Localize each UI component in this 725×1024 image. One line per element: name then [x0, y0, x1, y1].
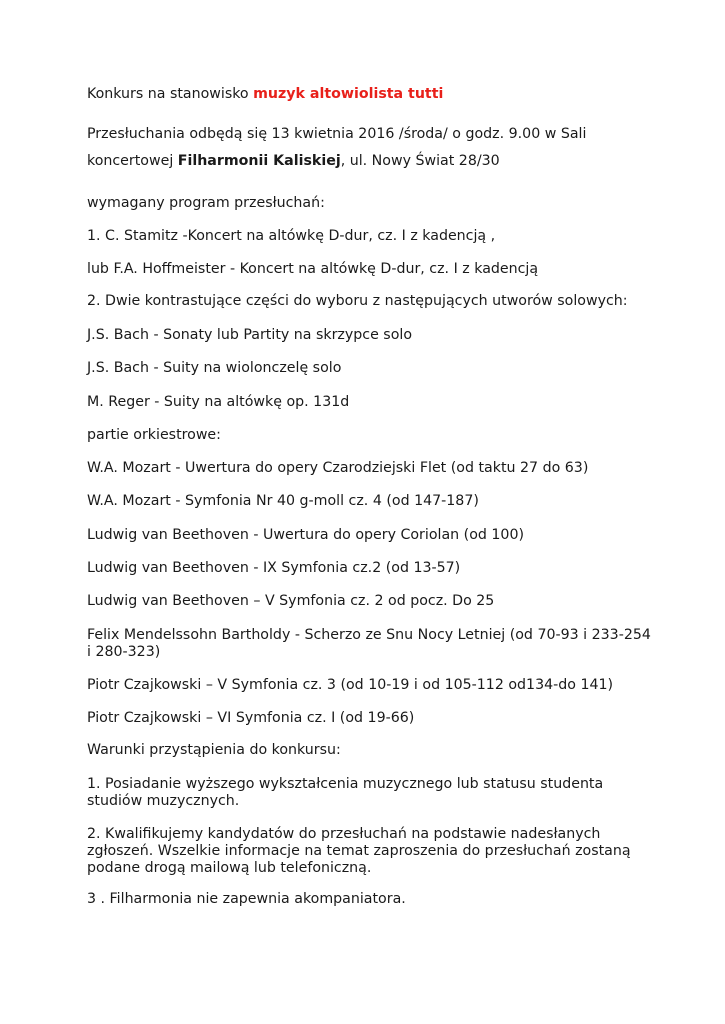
- orchestra-item: Ludwig van Beethoven - Uwertura do opery Coriolan (od 100): [87, 527, 524, 543]
- program-item: lub F.A. Hoffmeister - Koncert na altówkę D-dur, cz. I z kadencją: [87, 261, 539, 277]
- intro-line-1: Przesłuchania odbędą się 13 kwietnia 2016 /środa/ o godz. 9.00 w Sali: [87, 126, 587, 142]
- intro-venue-prefix: koncertowej: [87, 153, 178, 169]
- orchestra-item: Piotr Czajkowski – VI Symfonia cz. I (od 19-66): [87, 710, 415, 726]
- title-prefix: Konkurs na stanowisko: [87, 86, 254, 102]
- intro-venue-name: Filharmonii Kaliskiej: [177, 153, 341, 169]
- program-item: 1. C. Stamitz -Koncert na altówkę D-dur, cz. I z kadencją ,: [87, 228, 496, 244]
- intro-line-2: [87, 153, 655, 170]
- orchestra-item: W.A. Mozart - Symfonia Nr 40 g-moll cz. 4 (od 147-187): [87, 493, 479, 509]
- document-title: [87, 86, 655, 103]
- title-position-highlight: muzyk altowiolista tutti: [253, 86, 444, 102]
- condition-item: 2. Kwalifikujemy kandydatów do przesłuchań na podstawie nadesłanych zgłoszeń. Wszelkie informacje na temat zaproszenia do przesłuchań zostaną podane drogą mailową lub telefoniczną.: [87, 826, 631, 876]
- program-item: J.S. Bach - Suity na wiolonczelę solo: [87, 360, 342, 376]
- intro-venue-address: , ul. Nowy Świat 28/30: [340, 153, 500, 169]
- program-heading: wymagany program przesłuchań:: [87, 195, 325, 211]
- program-item: 2. Dwie kontrastujące części do wyboru z następujących utworów solowych:: [87, 293, 628, 309]
- orchestra-heading: partie orkiestrowe:: [87, 427, 221, 443]
- conditions-heading: Warunki przystąpienia do konkursu:: [87, 742, 341, 758]
- program-item: M. Reger - Suity na altówkę op. 131d: [87, 394, 350, 410]
- condition-item: 1. Posiadanie wyższego wykształcenia muzycznego lub statusu studenta studiów muzycznych.: [87, 776, 604, 809]
- program-item: J.S. Bach - Sonaty lub Partity na skrzypce solo: [87, 327, 413, 343]
- orchestra-item: Ludwig van Beethoven – V Symfonia cz. 2 od pocz. Do 25: [87, 593, 495, 609]
- condition-item: 3 . Filharmonia nie zapewnia akompaniatora.: [87, 891, 406, 907]
- orchestra-item: Piotr Czajkowski – V Symfonia cz. 3 (od 10-19 i od 105-112 od134-do 141): [87, 677, 614, 693]
- orchestra-item: W.A. Mozart - Uwertura do opery Czarodziejski Flet (od taktu 27 do 63): [87, 460, 589, 476]
- orchestra-item: Felix Mendelssohn Bartholdy - Scherzo ze Snu Nocy Letniej (od 70-93 i 233-254 i 280-323): [87, 627, 651, 660]
- orchestra-item: Ludwig van Beethoven - IX Symfonia cz.2 (od 13-57): [87, 560, 461, 576]
